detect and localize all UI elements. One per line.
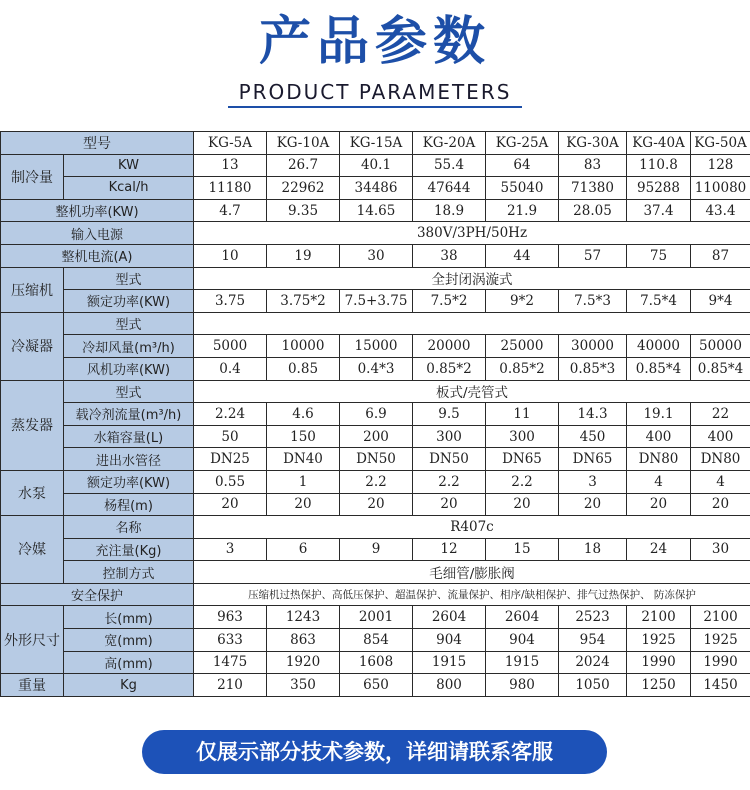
evaporator-type-label: 型式 <box>64 380 194 403</box>
evaporator-pipe-value-8: DN80 <box>691 448 750 471</box>
cooling-kcal-row <box>1 177 750 200</box>
safety-label: 安全保护 <box>1 583 194 606</box>
refrigerant-control-label: 控制方式 <box>64 561 194 584</box>
evaporator-flow-value-3: 6.9 <box>340 403 413 426</box>
condenser-air-value-4: 20000 <box>413 335 486 358</box>
model-name-3: KG-15A <box>340 132 413 155</box>
evaporator-pipe-value-6: DN65 <box>559 448 627 471</box>
pump-power-value-7: 4 <box>627 470 691 493</box>
dimension-length-value-5: 2604 <box>486 606 559 629</box>
total-power-value-4: 18.9 <box>413 199 486 222</box>
pump-head-value-2: 20 <box>267 493 340 516</box>
condenser-air-label: 冷却风量(m³/h) <box>64 335 194 358</box>
page-subtitle: PRODUCT PARAMETERS <box>238 80 512 104</box>
evaporator-pipe-value-4: DN50 <box>413 448 486 471</box>
compressor-power-value-1: 3.75 <box>194 290 267 313</box>
total-current-value-7: 75 <box>627 244 691 267</box>
weight-value-4: 800 <box>413 674 486 697</box>
input-power-row <box>1 222 750 245</box>
weight-value-1: 210 <box>194 674 267 697</box>
evaporator-flow-value-2: 4.6 <box>267 403 340 426</box>
condenser-fan-value-3: 0.4*3 <box>340 357 413 380</box>
dimension-width-value-8: 1925 <box>691 629 750 652</box>
condenser-label: 冷凝器 <box>1 312 64 380</box>
evaporator-flow-value-5: 11 <box>486 403 559 426</box>
total-power-row <box>1 199 750 222</box>
cooling-kcal-value-3: 34486 <box>340 177 413 200</box>
evaporator-type-value: 板式/壳管式 <box>194 380 750 403</box>
dimension-width-label: 宽(mm) <box>64 629 194 652</box>
dimension-width-value-5: 904 <box>486 629 559 652</box>
evaporator-tank-row <box>1 425 750 448</box>
refrigerant-name-value: R407c <box>194 516 750 539</box>
dimension-height-value-7: 1990 <box>627 651 691 674</box>
evaporator-pipe-value-2: DN40 <box>267 448 340 471</box>
dimension-height-value-3: 1608 <box>340 651 413 674</box>
refrigerant-charge-value-6: 18 <box>559 538 627 561</box>
total-power-value-3: 14.65 <box>340 199 413 222</box>
cooling-kcal-value-8: 110080 <box>691 177 750 200</box>
input-power-label: 输入电源 <box>1 222 194 245</box>
dimension-width-value-6: 954 <box>559 629 627 652</box>
evaporator-flow-value-1: 2.24 <box>194 403 267 426</box>
total-current-row <box>1 244 750 267</box>
dimensions-label: 外形尺寸 <box>1 606 64 674</box>
dimension-height-value-5: 1915 <box>486 651 559 674</box>
compressor-type-value: 全封闭涡漩式 <box>194 267 750 290</box>
dimension-length-value-3: 2001 <box>340 606 413 629</box>
dimension-length-value-7: 2100 <box>627 606 691 629</box>
total-current-value-1: 10 <box>194 244 267 267</box>
condenser-air-row <box>1 335 750 358</box>
cooling-kcal-value-7: 95288 <box>627 177 691 200</box>
pump-head-value-1: 20 <box>194 493 267 516</box>
condenser-air-value-6: 30000 <box>559 335 627 358</box>
compressor-power-value-3: 7.5+3.75 <box>340 290 413 313</box>
refrigerant-name-label: 名称 <box>64 516 194 539</box>
dimension-length-value-2: 1243 <box>267 606 340 629</box>
cooling-kw-value-8: 128 <box>691 154 750 177</box>
pump-head-value-8: 20 <box>691 493 750 516</box>
refrigerant-charge-value-3: 9 <box>340 538 413 561</box>
cooling-kcal-value-2: 22962 <box>267 177 340 200</box>
total-power-value-6: 28.05 <box>559 199 627 222</box>
dimension-length-value-6: 2523 <box>559 606 627 629</box>
evaporator-tank-value-3: 200 <box>340 425 413 448</box>
refrigerant-label: 冷媒 <box>1 516 64 584</box>
evaporator-tank-value-4: 300 <box>413 425 486 448</box>
compressor-type-row <box>1 267 750 290</box>
condenser-type-label: 型式 <box>64 312 194 335</box>
condenser-air-value-3: 15000 <box>340 335 413 358</box>
evaporator-flow-label: 载冷剂流量(m³/h) <box>64 403 194 426</box>
refrigerant-control-row <box>1 561 750 584</box>
evaporator-pipe-row <box>1 448 750 471</box>
refrigerant-charge-value-8: 30 <box>691 538 750 561</box>
evaporator-type-row <box>1 380 750 403</box>
input-power-value: 380V/3PH/50Hz <box>194 222 750 245</box>
refrigerant-charge-row <box>1 538 750 561</box>
condenser-type-row <box>1 312 750 335</box>
evaporator-pipe-value-5: DN65 <box>486 448 559 471</box>
cooling-kw-label: KW <box>64 154 194 177</box>
dimension-width-row <box>1 629 750 652</box>
refrigerant-charge-value-7: 24 <box>627 538 691 561</box>
refrigerant-name-row <box>1 516 750 539</box>
compressor-label: 压缩机 <box>1 267 64 312</box>
condenser-air-value-7: 40000 <box>627 335 691 358</box>
evaporator-label: 蒸发器 <box>1 380 64 470</box>
dimension-length-label: 长(mm) <box>64 606 194 629</box>
compressor-power-value-5: 9*2 <box>486 290 559 313</box>
evaporator-tank-label: 水箱容量(L) <box>64 425 194 448</box>
pump-power-label: 额定功率(KW) <box>64 470 194 493</box>
cooling-kw-value-3: 40.1 <box>340 154 413 177</box>
contact-banner: 仅展示部分技术参数，详细请联系客服 <box>142 730 607 774</box>
refrigerant-charge-value-5: 15 <box>486 538 559 561</box>
pump-power-value-6: 3 <box>559 470 627 493</box>
refrigerant-charge-value-1: 3 <box>194 538 267 561</box>
dimension-height-value-6: 2024 <box>559 651 627 674</box>
cooling-kw-value-7: 110.8 <box>627 154 691 177</box>
pump-head-value-7: 20 <box>627 493 691 516</box>
refrigerant-charge-label: 充注量(Kg) <box>64 538 194 561</box>
pump-head-value-5: 20 <box>486 493 559 516</box>
total-current-value-6: 57 <box>559 244 627 267</box>
pump-power-value-3: 2.2 <box>340 470 413 493</box>
compressor-power-value-6: 7.5*3 <box>559 290 627 313</box>
total-current-value-5: 44 <box>486 244 559 267</box>
dimension-height-row <box>1 651 750 674</box>
total-current-value-8: 87 <box>691 244 750 267</box>
pump-head-value-4: 20 <box>413 493 486 516</box>
dimension-width-value-3: 854 <box>340 629 413 652</box>
cooling-label: 制冷量 <box>1 154 64 199</box>
model-name-8: KG-50A <box>691 132 750 155</box>
spec-table <box>0 131 750 697</box>
total-current-label: 整机电流(A) <box>1 244 194 267</box>
evaporator-flow-value-4: 9.5 <box>413 403 486 426</box>
dimension-height-value-1: 1475 <box>194 651 267 674</box>
evaporator-tank-value-5: 300 <box>486 425 559 448</box>
total-power-value-8: 43.4 <box>691 199 750 222</box>
cooling-kcal-value-1: 11180 <box>194 177 267 200</box>
dimension-width-value-2: 863 <box>267 629 340 652</box>
weight-value-2: 350 <box>267 674 340 697</box>
model-name-5: KG-25A <box>486 132 559 155</box>
dimension-length-value-4: 2604 <box>413 606 486 629</box>
weight-value-7: 1250 <box>627 674 691 697</box>
compressor-power-value-4: 7.5*2 <box>413 290 486 313</box>
weight-unit: Kg <box>64 674 194 697</box>
model-name-7: KG-40A <box>627 132 691 155</box>
weight-label: 重量 <box>1 674 64 697</box>
page-title: 产品参数 <box>258 12 491 72</box>
dimension-width-value-1: 633 <box>194 629 267 652</box>
evaporator-flow-value-8: 22 <box>691 403 750 426</box>
condenser-air-value-5: 25000 <box>486 335 559 358</box>
total-power-value-5: 21.9 <box>486 199 559 222</box>
evaporator-flow-row <box>1 403 750 426</box>
pump-head-label: 杨程(m) <box>64 493 194 516</box>
subtitle-underline <box>228 106 522 108</box>
evaporator-flow-value-7: 19.1 <box>627 403 691 426</box>
dimension-width-value-4: 904 <box>413 629 486 652</box>
weight-value-8: 1450 <box>691 674 750 697</box>
refrigerant-control-value: 毛细管/膨胀阀 <box>194 561 750 584</box>
cooling-kw-value-5: 64 <box>486 154 559 177</box>
condenser-fan-label: 风机功率(KW) <box>64 357 194 380</box>
model-label: 型号 <box>1 132 194 155</box>
model-name-6: KG-30A <box>559 132 627 155</box>
condenser-fan-value-4: 0.85*2 <box>413 357 486 380</box>
total-power-value-2: 9.35 <box>267 199 340 222</box>
cooling-kw-value-4: 55.4 <box>413 154 486 177</box>
dimension-width-value-7: 1925 <box>627 629 691 652</box>
condenser-fan-value-7: 0.85*4 <box>627 357 691 380</box>
condenser-fan-value-6: 0.85*3 <box>559 357 627 380</box>
model-name-2: KG-10A <box>267 132 340 155</box>
pump-head-value-6: 20 <box>559 493 627 516</box>
compressor-power-value-7: 7.5*4 <box>627 290 691 313</box>
safety-value: 压缩机过热保护、高低压保护、超温保护、流量保护、相序/缺相保护、排气过热保护、 防冻保护 <box>194 583 750 606</box>
weight-row <box>1 674 750 697</box>
pump-head-value-3: 20 <box>340 493 413 516</box>
evaporator-tank-value-8: 400 <box>691 425 750 448</box>
dimension-height-value-4: 1915 <box>413 651 486 674</box>
model-name-1: KG-5A <box>194 132 267 155</box>
cooling-kcal-label: Kcal/h <box>64 177 194 200</box>
model-row <box>1 132 750 155</box>
condenser-fan-value-1: 0.4 <box>194 357 267 380</box>
condenser-air-value-2: 10000 <box>267 335 340 358</box>
evaporator-tank-value-7: 400 <box>627 425 691 448</box>
pump-power-row <box>1 470 750 493</box>
dimension-height-label: 高(mm) <box>64 651 194 674</box>
weight-value-5: 980 <box>486 674 559 697</box>
pump-power-value-2: 1 <box>267 470 340 493</box>
refrigerant-charge-value-2: 6 <box>267 538 340 561</box>
evaporator-tank-value-1: 50 <box>194 425 267 448</box>
dimension-height-value-2: 1920 <box>267 651 340 674</box>
cooling-kcal-value-5: 55040 <box>486 177 559 200</box>
condenser-fan-row <box>1 357 750 380</box>
compressor-power-value-8: 9*4 <box>691 290 750 313</box>
pump-power-value-8: 4 <box>691 470 750 493</box>
total-current-value-4: 38 <box>413 244 486 267</box>
evaporator-pipe-label: 进出水管径 <box>64 448 194 471</box>
weight-value-3: 650 <box>340 674 413 697</box>
pump-power-value-4: 2.2 <box>413 470 486 493</box>
condenser-air-value-8: 50000 <box>691 335 750 358</box>
dimension-height-value-8: 1990 <box>691 651 750 674</box>
compressor-power-row <box>1 290 750 313</box>
evaporator-tank-value-6: 450 <box>559 425 627 448</box>
cooling-kw-row <box>1 154 750 177</box>
evaporator-flow-value-6: 14.3 <box>559 403 627 426</box>
cooling-kw-value-2: 26.7 <box>267 154 340 177</box>
compressor-power-value-2: 3.75*2 <box>267 290 340 313</box>
cooling-kcal-value-6: 71380 <box>559 177 627 200</box>
pump-power-value-5: 2.2 <box>486 470 559 493</box>
evaporator-pipe-value-1: DN25 <box>194 448 267 471</box>
cooling-kw-value-6: 83 <box>559 154 627 177</box>
total-power-value-1: 4.7 <box>194 199 267 222</box>
pump-label: 水泵 <box>1 470 64 515</box>
dimension-length-row <box>1 606 750 629</box>
safety-row <box>1 583 750 606</box>
dimension-length-value-8: 2100 <box>691 606 750 629</box>
condenser-air-value-1: 5000 <box>194 335 267 358</box>
dimension-length-value-1: 963 <box>194 606 267 629</box>
evaporator-pipe-value-3: DN50 <box>340 448 413 471</box>
weight-value-6: 1050 <box>559 674 627 697</box>
compressor-power-label: 额定功率(KW) <box>64 290 194 313</box>
pump-power-value-1: 0.55 <box>194 470 267 493</box>
total-power-value-7: 37.4 <box>627 199 691 222</box>
evaporator-pipe-value-7: DN80 <box>627 448 691 471</box>
compressor-type-label: 型式 <box>64 267 194 290</box>
cooling-kw-value-1: 13 <box>194 154 267 177</box>
total-power-label: 整机功率(KW) <box>1 199 194 222</box>
condenser-type-value <box>194 312 750 335</box>
model-name-4: KG-20A <box>413 132 486 155</box>
condenser-fan-value-5: 0.85*2 <box>486 357 559 380</box>
evaporator-tank-value-2: 150 <box>267 425 340 448</box>
condenser-fan-value-8: 0.85*4 <box>691 357 750 380</box>
total-current-value-3: 30 <box>340 244 413 267</box>
refrigerant-charge-value-4: 12 <box>413 538 486 561</box>
condenser-fan-value-2: 0.85 <box>267 357 340 380</box>
pump-head-row <box>1 493 750 516</box>
total-current-value-2: 19 <box>267 244 340 267</box>
cooling-kcal-value-4: 47644 <box>413 177 486 200</box>
